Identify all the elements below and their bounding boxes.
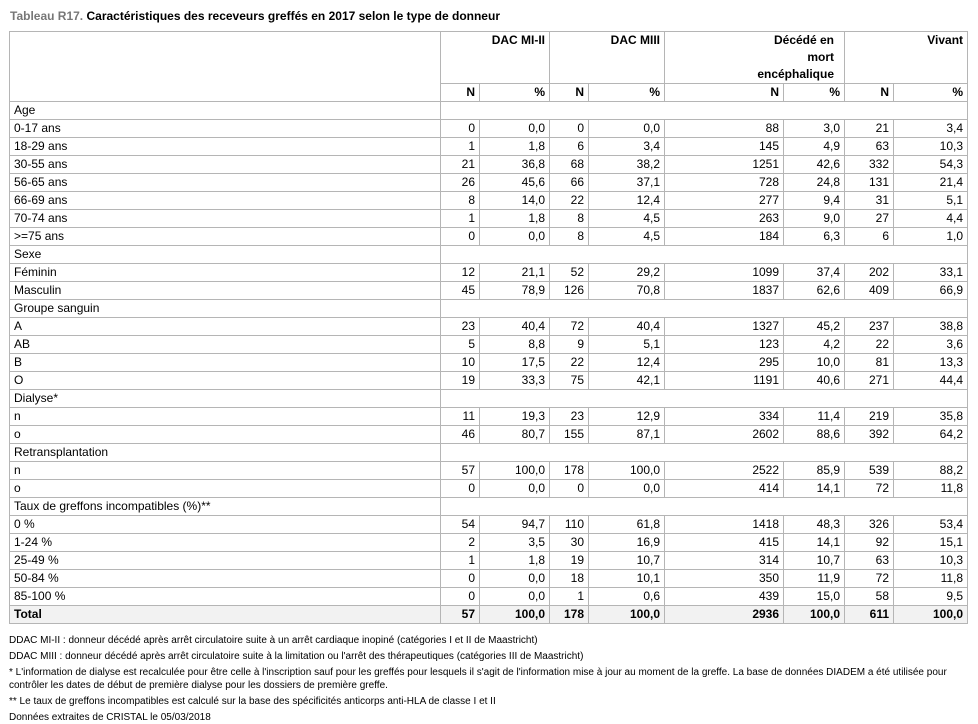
cell-value: 11,4 xyxy=(784,408,845,426)
cell-value: 22 xyxy=(550,192,589,210)
group-label: Age xyxy=(10,102,441,120)
cell-value: 3,6 xyxy=(894,336,968,354)
table-row xyxy=(10,318,968,336)
subheader-cell: % xyxy=(589,84,665,102)
row-label: A xyxy=(10,318,441,336)
cell-value: 100,0 xyxy=(589,462,665,480)
cell-value: 94,7 xyxy=(480,516,550,534)
cell-value: 88 xyxy=(665,120,784,138)
cell-value: 12 xyxy=(441,264,480,282)
table-title xyxy=(10,9,969,23)
cell-value: 1,0 xyxy=(894,228,968,246)
cell-value: 15,1 xyxy=(894,534,968,552)
cell-value: 10,1 xyxy=(589,570,665,588)
cell-value: 37,4 xyxy=(784,264,845,282)
cell-value: 1 xyxy=(550,588,589,606)
cell-value: 23 xyxy=(441,318,480,336)
subheader-cell: N xyxy=(665,84,784,102)
group-header-row xyxy=(10,390,968,408)
group-filler xyxy=(441,300,968,318)
cell-value: 66,9 xyxy=(894,282,968,300)
cell-value: 11,9 xyxy=(784,570,845,588)
cell-value: 27 xyxy=(845,210,894,228)
cell-value: 44,4 xyxy=(894,372,968,390)
footnote: Données extraites de CRISTAL le 05/03/2018 xyxy=(9,712,211,723)
group-filler xyxy=(441,390,968,408)
row-label: 25-49 % xyxy=(10,552,441,570)
group-header-row xyxy=(10,444,968,462)
table-row xyxy=(10,426,968,444)
cell-value: 271 xyxy=(845,372,894,390)
table-row xyxy=(10,210,968,228)
row-label: B xyxy=(10,354,441,372)
cell-value: 57 xyxy=(441,462,480,480)
cell-value: 85,9 xyxy=(784,462,845,480)
cell-value: 0 xyxy=(441,588,480,606)
cell-value: 8 xyxy=(441,192,480,210)
cell-value: 1099 xyxy=(665,264,784,282)
group-header-row xyxy=(10,300,968,318)
group-header-row xyxy=(10,246,968,264)
cell-value: 63 xyxy=(845,138,894,156)
cell-value: 6 xyxy=(550,138,589,156)
cell-value: 40,6 xyxy=(784,372,845,390)
cell-value: 22 xyxy=(550,354,589,372)
table-row xyxy=(10,462,968,480)
subheader-cell: N xyxy=(550,84,589,102)
cell-value: 62,6 xyxy=(784,282,845,300)
cell-value: 66 xyxy=(550,174,589,192)
cell-value: 0 xyxy=(550,480,589,498)
subheader-cell: N xyxy=(845,84,894,102)
group-filler xyxy=(441,444,968,462)
cell-value: 21,4 xyxy=(894,174,968,192)
cell-value: 439 xyxy=(665,588,784,606)
row-label: Masculin xyxy=(10,282,441,300)
cell-value: 145 xyxy=(665,138,784,156)
group-filler xyxy=(441,246,968,264)
footnote: * L'information de dialyse est recalculée pour être celle à l'inscription sauf pour les greffés pour lesquels il s'agit de l'information mise à jour au moment de la greffe. La base de données DIADEM a été utilisée pour contrôler les dates de début de première dialyse pour les dossiers de première greffe. xyxy=(9,667,947,691)
cell-value: 45,6 xyxy=(480,174,550,192)
group-filler xyxy=(441,102,968,120)
cell-value: 4,5 xyxy=(589,210,665,228)
cell-value: 33,1 xyxy=(894,264,968,282)
cell-value: 81 xyxy=(845,354,894,372)
cell-value: 1251 xyxy=(665,156,784,174)
cell-value: 3,0 xyxy=(784,120,845,138)
cell-value: 2522 xyxy=(665,462,784,480)
cell-value: 22 xyxy=(845,336,894,354)
row-label: 66-69 ans xyxy=(10,192,441,210)
footnotes xyxy=(9,634,969,724)
cell-value: 21,1 xyxy=(480,264,550,282)
cell-value: 23 xyxy=(550,408,589,426)
total-value: 100,0 xyxy=(894,606,968,624)
cell-value: 1 xyxy=(441,138,480,156)
table-body xyxy=(10,102,968,624)
total-value: 178 xyxy=(550,606,589,624)
table-row xyxy=(10,570,968,588)
cell-value: 414 xyxy=(665,480,784,498)
cell-value: 409 xyxy=(845,282,894,300)
cell-value: 42,1 xyxy=(589,372,665,390)
cell-value: 184 xyxy=(665,228,784,246)
cell-value: 45 xyxy=(441,282,480,300)
table-row xyxy=(10,552,968,570)
cell-value: 52 xyxy=(550,264,589,282)
cell-value: 9 xyxy=(550,336,589,354)
total-value: 2936 xyxy=(665,606,784,624)
cell-value: 38,2 xyxy=(589,156,665,174)
cell-value: 0,6 xyxy=(589,588,665,606)
cell-value: 87,1 xyxy=(589,426,665,444)
cell-value: 12,4 xyxy=(589,192,665,210)
cell-value: 237 xyxy=(845,318,894,336)
cell-value: 72 xyxy=(845,570,894,588)
row-label: o xyxy=(10,426,441,444)
cell-value: 26 xyxy=(441,174,480,192)
cell-value: 539 xyxy=(845,462,894,480)
cell-value: 9,4 xyxy=(784,192,845,210)
cell-value: 45,2 xyxy=(784,318,845,336)
footnote: DDAC MIII : donneur décédé après arrêt circulatoire suite à la limitation ou l'arrêt des thérapeutiques (catégories III de Maastricht) xyxy=(9,651,584,662)
cell-value: 46 xyxy=(441,426,480,444)
table-number: Tableau R17. xyxy=(10,9,84,23)
cell-value: 2 xyxy=(441,534,480,552)
table-row xyxy=(10,336,968,354)
cell-value: 0,0 xyxy=(480,228,550,246)
cell-value: 100,0 xyxy=(480,462,550,480)
total-row xyxy=(10,606,968,624)
column-group-header-row xyxy=(10,32,968,84)
group-header-row xyxy=(10,102,968,120)
cell-value: 31 xyxy=(845,192,894,210)
cell-value: 4,9 xyxy=(784,138,845,156)
cell-value: 14,1 xyxy=(784,480,845,498)
table-row xyxy=(10,264,968,282)
cell-value: 314 xyxy=(665,552,784,570)
cell-value: 72 xyxy=(550,318,589,336)
total-label: Total xyxy=(10,606,441,624)
row-label: n xyxy=(10,408,441,426)
subheader-cell: % xyxy=(784,84,845,102)
row-label: o xyxy=(10,480,441,498)
cell-value: 30 xyxy=(550,534,589,552)
cell-value: 9,0 xyxy=(784,210,845,228)
cell-value: 219 xyxy=(845,408,894,426)
cell-value: 332 xyxy=(845,156,894,174)
cell-value: 42,6 xyxy=(784,156,845,174)
cell-value: 37,1 xyxy=(589,174,665,192)
cell-value: 6 xyxy=(845,228,894,246)
cell-value: 78,9 xyxy=(480,282,550,300)
cell-value: 38,8 xyxy=(894,318,968,336)
cell-value: 0 xyxy=(441,480,480,498)
cell-value: 21 xyxy=(845,120,894,138)
cell-value: 54,3 xyxy=(894,156,968,174)
cell-value: 36,8 xyxy=(480,156,550,174)
group-label: Groupe sanguin xyxy=(10,300,441,318)
table-row xyxy=(10,156,968,174)
cell-value: 12,9 xyxy=(589,408,665,426)
cell-value: 8 xyxy=(550,210,589,228)
cell-value: 202 xyxy=(845,264,894,282)
cell-value: 0,0 xyxy=(589,120,665,138)
cell-value: 392 xyxy=(845,426,894,444)
footnote: ** Le taux de greffons incompatibles est calculé sur la base des spécificités anticorps anti-HLA de classe I et II xyxy=(9,696,496,707)
cell-value: 58 xyxy=(845,588,894,606)
group-label: Retransplantation xyxy=(10,444,441,462)
cell-value: 10,7 xyxy=(784,552,845,570)
cell-value: 0 xyxy=(441,120,480,138)
table-caption: Caractéristiques des receveurs greffés en 2017 selon le type de donneur xyxy=(83,9,500,23)
footnote: DDAC MI-II : donneur décédé après arrêt circulatoire suite à un arrêt cardiaque inopiné (catégories I et II de Maastricht) xyxy=(9,635,538,646)
cell-value: 295 xyxy=(665,354,784,372)
cell-value: 5,1 xyxy=(589,336,665,354)
column-header: Décédé en mort encéphalique xyxy=(665,32,845,84)
cell-value: 1,8 xyxy=(480,552,550,570)
total-value: 100,0 xyxy=(480,606,550,624)
table-row xyxy=(10,354,968,372)
cell-value: 4,4 xyxy=(894,210,968,228)
cell-value: 80,7 xyxy=(480,426,550,444)
cell-value: 0,0 xyxy=(480,120,550,138)
row-label: 70-74 ans xyxy=(10,210,441,228)
cell-value: 10,3 xyxy=(894,552,968,570)
cell-value: 35,8 xyxy=(894,408,968,426)
cell-value: 17,5 xyxy=(480,354,550,372)
cell-value: 54 xyxy=(441,516,480,534)
cell-value: 14,0 xyxy=(480,192,550,210)
cell-value: 1327 xyxy=(665,318,784,336)
row-label: Féminin xyxy=(10,264,441,282)
cell-value: 24,8 xyxy=(784,174,845,192)
total-value: 100,0 xyxy=(784,606,845,624)
cell-value: 0 xyxy=(441,228,480,246)
cell-value: 72 xyxy=(845,480,894,498)
cell-value: 33,3 xyxy=(480,372,550,390)
cell-value: 0,0 xyxy=(480,570,550,588)
column-header: Vivant xyxy=(845,32,968,84)
cell-value: 9,5 xyxy=(894,588,968,606)
cell-value: 326 xyxy=(845,516,894,534)
cell-value: 53,4 xyxy=(894,516,968,534)
cell-value: 3,5 xyxy=(480,534,550,552)
cell-value: 92 xyxy=(845,534,894,552)
cell-value: 15,0 xyxy=(784,588,845,606)
cell-value: 88,2 xyxy=(894,462,968,480)
row-label: O xyxy=(10,372,441,390)
group-label: Taux de greffons incompatibles (%)** xyxy=(10,498,441,516)
cell-value: 11,8 xyxy=(894,480,968,498)
row-label: 56-65 ans xyxy=(10,174,441,192)
row-label: 1-24 % xyxy=(10,534,441,552)
table-row xyxy=(10,174,968,192)
cell-value: 11,8 xyxy=(894,570,968,588)
table-row xyxy=(10,408,968,426)
cell-value: 1418 xyxy=(665,516,784,534)
cell-value: 40,4 xyxy=(480,318,550,336)
cell-value: 155 xyxy=(550,426,589,444)
cell-value: 14,1 xyxy=(784,534,845,552)
table-row xyxy=(10,282,968,300)
cell-value: 350 xyxy=(665,570,784,588)
group-label: Sexe xyxy=(10,246,441,264)
cell-value: 21 xyxy=(441,156,480,174)
cell-value: 63 xyxy=(845,552,894,570)
cell-value: 1837 xyxy=(665,282,784,300)
table-row xyxy=(10,372,968,390)
table-row xyxy=(10,516,968,534)
cell-value: 0 xyxy=(441,570,480,588)
data-table xyxy=(9,31,968,624)
cell-value: 8 xyxy=(550,228,589,246)
cell-value: 1,8 xyxy=(480,210,550,228)
cell-value: 415 xyxy=(665,534,784,552)
cell-value: 75 xyxy=(550,372,589,390)
cell-value: 8,8 xyxy=(480,336,550,354)
cell-value: 110 xyxy=(550,516,589,534)
header-corner xyxy=(10,32,441,102)
column-header: DAC MI-II xyxy=(441,32,550,84)
total-value: 611 xyxy=(845,606,894,624)
cell-value: 40,4 xyxy=(589,318,665,336)
table-row xyxy=(10,138,968,156)
table-row xyxy=(10,192,968,210)
total-value: 57 xyxy=(441,606,480,624)
subheader-cell: N xyxy=(441,84,480,102)
cell-value: 29,2 xyxy=(589,264,665,282)
cell-value: 0 xyxy=(550,120,589,138)
cell-value: 19 xyxy=(550,552,589,570)
cell-value: 728 xyxy=(665,174,784,192)
subheader-cell: % xyxy=(894,84,968,102)
cell-value: 0,0 xyxy=(480,588,550,606)
row-label: n xyxy=(10,462,441,480)
cell-value: 12,4 xyxy=(589,354,665,372)
row-label: >=75 ans xyxy=(10,228,441,246)
cell-value: 0,0 xyxy=(480,480,550,498)
table-row xyxy=(10,120,968,138)
cell-value: 61,8 xyxy=(589,516,665,534)
cell-value: 48,3 xyxy=(784,516,845,534)
cell-value: 0,0 xyxy=(589,480,665,498)
cell-value: 131 xyxy=(845,174,894,192)
total-value: 100,0 xyxy=(589,606,665,624)
cell-value: 68 xyxy=(550,156,589,174)
cell-value: 88,6 xyxy=(784,426,845,444)
table-row xyxy=(10,228,968,246)
cell-value: 16,9 xyxy=(589,534,665,552)
cell-value: 334 xyxy=(665,408,784,426)
cell-value: 10 xyxy=(441,354,480,372)
cell-value: 123 xyxy=(665,336,784,354)
cell-value: 13,3 xyxy=(894,354,968,372)
cell-value: 1191 xyxy=(665,372,784,390)
cell-value: 5 xyxy=(441,336,480,354)
cell-value: 2602 xyxy=(665,426,784,444)
table-row xyxy=(10,534,968,552)
cell-value: 3,4 xyxy=(589,138,665,156)
cell-value: 10,0 xyxy=(784,354,845,372)
cell-value: 19 xyxy=(441,372,480,390)
cell-value: 277 xyxy=(665,192,784,210)
cell-value: 4,5 xyxy=(589,228,665,246)
row-label: 0-17 ans xyxy=(10,120,441,138)
cell-value: 10,3 xyxy=(894,138,968,156)
row-label: 30-55 ans xyxy=(10,156,441,174)
row-label: 50-84 % xyxy=(10,570,441,588)
cell-value: 4,2 xyxy=(784,336,845,354)
table-row xyxy=(10,480,968,498)
cell-value: 1 xyxy=(441,552,480,570)
cell-value: 64,2 xyxy=(894,426,968,444)
column-header: DAC MIII xyxy=(550,32,665,84)
cell-value: 1 xyxy=(441,210,480,228)
table-row xyxy=(10,588,968,606)
row-label: 18-29 ans xyxy=(10,138,441,156)
group-label: Dialyse* xyxy=(10,390,441,408)
subheader-cell: % xyxy=(480,84,550,102)
cell-value: 18 xyxy=(550,570,589,588)
cell-value: 11 xyxy=(441,408,480,426)
cell-value: 3,4 xyxy=(894,120,968,138)
group-filler xyxy=(441,498,968,516)
cell-value: 6,3 xyxy=(784,228,845,246)
row-label: 0 % xyxy=(10,516,441,534)
cell-value: 70,8 xyxy=(589,282,665,300)
group-header-row xyxy=(10,498,968,516)
cell-value: 1,8 xyxy=(480,138,550,156)
cell-value: 263 xyxy=(665,210,784,228)
cell-value: 5,1 xyxy=(894,192,968,210)
row-label: 85-100 % xyxy=(10,588,441,606)
cell-value: 126 xyxy=(550,282,589,300)
row-label: AB xyxy=(10,336,441,354)
cell-value: 178 xyxy=(550,462,589,480)
cell-value: 10,7 xyxy=(589,552,665,570)
cell-value: 19,3 xyxy=(480,408,550,426)
